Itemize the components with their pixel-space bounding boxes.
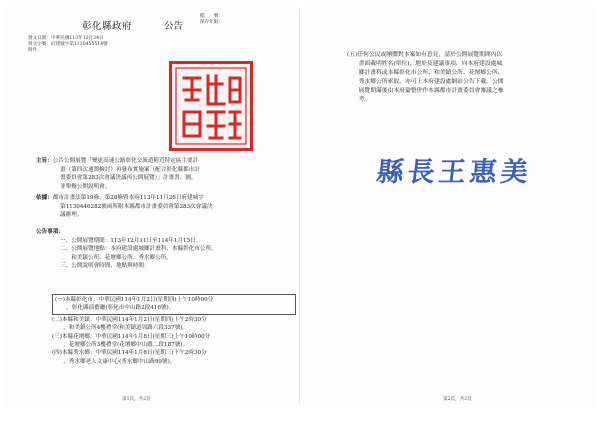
magistrate-signature-stamp: 縣長王惠美 — [375, 157, 534, 188]
session-line: ，彰化縣演藝廳(彰化市中山路2段416號)。 — [55, 305, 175, 312]
subject-line: 公告公開展覽「變更高速公路彰化交流道附近特定區主要計 — [52, 158, 199, 164]
document-number: 發文字號：府建城字第1130455514號 — [28, 42, 108, 48]
page-divider — [299, 10, 300, 405]
notice-item: 一、公開展覽期間：113年12月11日至114年1月15日。 — [60, 237, 202, 244]
notice-item: 三、公開說明會時間、地點與時間： — [60, 263, 150, 270]
notice-label: 公告事項： — [36, 229, 64, 235]
archive-number: 檔 號： — [200, 14, 223, 19]
notice-item: 和美鎮公所、花壇鄉公所、秀水鄉公所。 — [60, 254, 172, 261]
subject-label: 主旨： — [36, 158, 53, 164]
retention-period: 保存年限： — [200, 20, 223, 26]
basis-section — [36, 194, 290, 220]
basis-line: 第1130446282號函所附本縣都市計畫委員會第283次會議決 — [60, 203, 213, 210]
session-line: (三)本縣花壇鄉：中華民國114年1月8日(星期三)上午10時00分 — [52, 333, 211, 340]
subject-line: 畫（第四次通盤檢討）再發布實施案（配合彰化縣都市計 — [60, 166, 200, 173]
objection-line: 鄉計畫科或本縣彰化市公所、和美鎮公所、花壇鄉公所、 — [347, 70, 504, 76]
document-meta — [28, 36, 108, 55]
objection-line: 展覽期滿後由本府彙整併作本縣都市計畫委員會審議之參 — [347, 88, 504, 94]
objection-line: (五)任何公民或團體對本案如有意見，請於公開展覽期間內以 — [347, 52, 503, 58]
objection-line: 書面載明姓名(單位)、地址及建議事項，向本府建設處城 — [347, 61, 503, 67]
basis-line: 都市計畫法第19條、第28條暨本府113年11月26日府建城字 — [52, 195, 204, 201]
session-list — [52, 293, 296, 366]
session-line: (二)本縣和美鎮：中華民國114年1月2日(星期四)下午2時30分 — [52, 316, 207, 323]
issue-date: 發文日期：中華民國113年12月24日 — [28, 36, 104, 41]
seal-stamp-graphic — [172, 64, 250, 148]
document-type: 公告 — [164, 21, 184, 32]
document-page-1 — [4, 6, 297, 408]
notice-section — [36, 228, 290, 271]
issuing-organization: 彰化縣政府 — [82, 21, 133, 32]
notice-item: 二、公開展覽地點：本府建設處城鄉計畫科、本縣彰化市公所、 — [60, 246, 217, 253]
basis-label: 依據： — [36, 195, 53, 201]
objection-section — [347, 51, 577, 105]
session-line: ，秀水鄉老人文康中心(秀水鄉中山路99號)。 — [52, 358, 176, 365]
official-seal — [169, 61, 253, 151]
page-number: 第1頁，共2頁 — [122, 397, 151, 402]
subject-section — [36, 157, 290, 191]
session-line: ，和美鎮公所4樓禮堂(和美鎮道周路六段337號)。 — [52, 325, 189, 332]
session-entry — [52, 294, 296, 315]
subject-line: 畫委員會第283次會議決議再公開展覽）」計畫書、圖， — [60, 175, 197, 182]
attachment-label: 附件： — [28, 48, 42, 54]
session-line: ，花壇鄉公所3樓禮堂(花壇鄉中山路二段187號)。 — [52, 342, 189, 349]
objection-line: 秀水鄉公所索取，亦可上本府建設處網站公告下載，公開 — [347, 79, 504, 85]
basis-line: 議辦理。 — [60, 212, 83, 219]
page-number: 第2頁，共2頁 — [443, 397, 472, 402]
document-page-2 — [303, 6, 596, 408]
session-line: (四)本縣秀水鄉：中華民國114年1月8日(星期三)下午2時30分 — [52, 350, 207, 357]
objection-line: 考。 — [347, 97, 371, 103]
archive-header — [200, 14, 223, 26]
session-line: (一)本縣彰化市：中華民國114年1月2日(星期四)上午10時00分 — [55, 297, 214, 303]
subject-line: 並舉辦公開說明會。 — [60, 183, 111, 190]
